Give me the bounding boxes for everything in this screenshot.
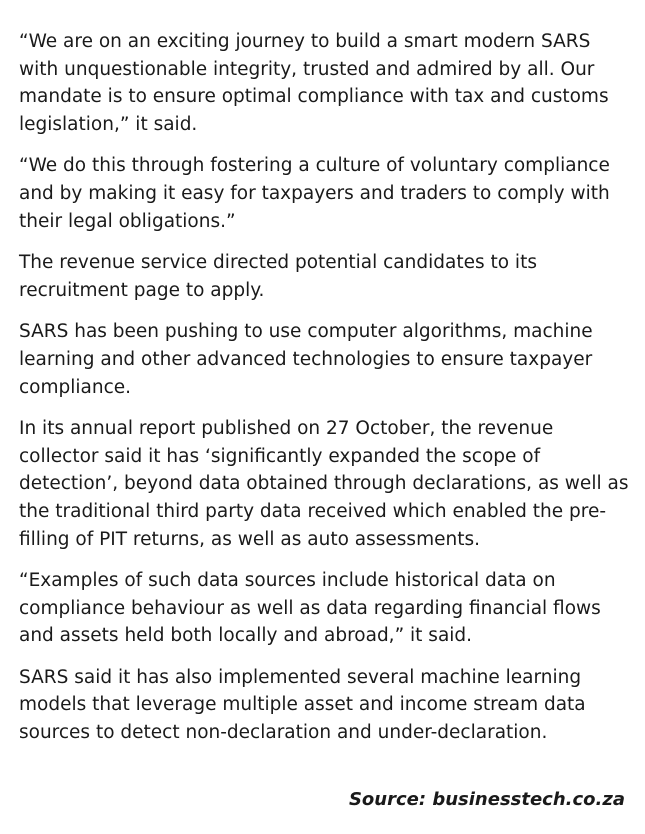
paragraph: SARS has been pushing to use computer algorithms, machine learning and other advanced technologies to ensure taxpayer compliance.	[19, 321, 593, 398]
paragraph: The revenue service directed potential candidates to its recruitment page to apply.	[19, 252, 537, 301]
paragraph: SARS said it has also implemented several machine learning models that leverage multiple asset and income stream data sources to detect non-declaration and under-declaration.	[19, 666, 586, 744]
article-body	[19, 28, 631, 761]
paragraph: “We do this through fostering a culture of voluntary compliance and by making it easy for taxpayers and traders to comply with their legal obligations.”	[19, 155, 610, 232]
paragraph: “We are on an exciting journey to build a smart modern SARS with unquestionable integrity, trusted and admired by all. Our mandate is to ensure optimal compliance with tax and customs legislation,” it said.	[19, 31, 609, 135]
source-credit: Source: businesstech.co.za	[348, 789, 625, 810]
paragraph: “Examples of such data sources include historical data on compliance behaviour as well as data regarding financial flows and assets held both locally and abroad,” it said.	[19, 570, 601, 647]
paragraph: In its annual report published on 27 October, the revenue collector said it has ‘significantly expanded the scope of detection’, beyond data obtained through declarations, as well as the traditional third party data received which enabled the pre-filling of PIT returns, as well as auto assessments.	[19, 418, 629, 550]
